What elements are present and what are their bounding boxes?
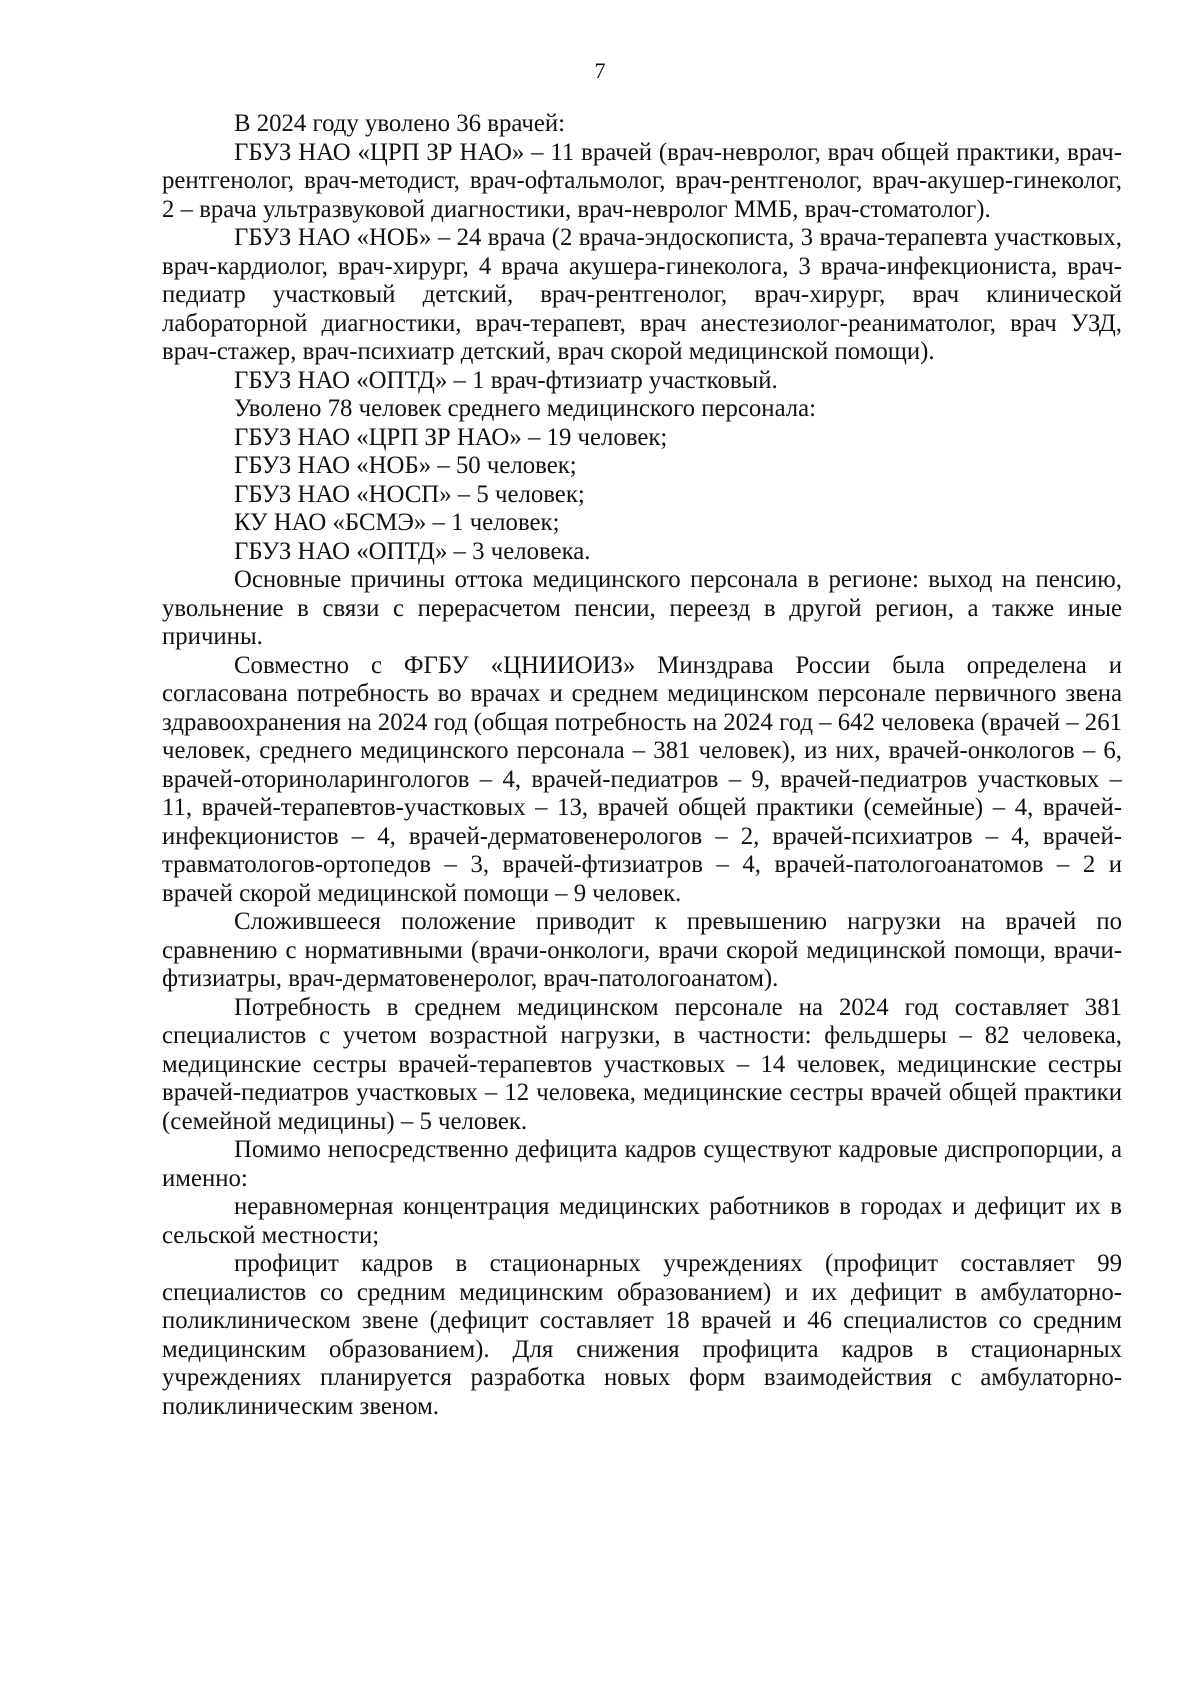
paragraph-disproportions: Помимо непосредственно дефицита кадров существуют кадровые диспропорции, а именно: [162,1136,1122,1192]
paragraph-dismissed-doctors-total: В 2024 году уволено 36 врачей: [234,110,565,137]
paragraph-optd-doctors: ГБУЗ НАО «ОПТД» – 1 врач-фтизиатр участковый. [234,366,778,394]
list-item-nosp-nurses: ГБУЗ НАО «НОСП» – 5 человек; [234,480,585,508]
paragraph-crp-zr-nao-doctors: ГБУЗ НАО «ЦРП ЗР НАО» – 11 врачей (врач-невролог, врач общей практики, врач-рентгенолог, врач-методист, врач-офтальмолог, врач-рентгенолог, врач-акушер-гинеколог, 2 – врача ультразвуковой диагностики, врач-невролог ММБ, врач-стоматолог). [162,138,1122,223]
paragraph-surplus-deficit: профицит кадров в стационарных учреждениях (профицит составляет 99 специалистов со средним медицинским образованием) и их дефицит в амбулаторно-поликлиническом звене (дефицит составляет 18 врачей и 46 специалистов со средним медицинским образованием). Для снижения профицита кадров в стационарных учреждениях планируется разработка новых форм взаимодействия с амбулаторно-поликлиническим звеном. [162,1250,1122,1420]
paragraph-nob-doctors: ГБУЗ НАО «НОБ» – 24 врача (2 врача-эндоскописта, 3 врача-терапевта участковых, врач-кардиолог, врач-хирург, 4 врача акушера-гинеколога, 3 врача-инфекциониста, врач-педиатр участковый детский, врач-рентгенолог, врач-хирург, врач клинической лабораторной диагностики, врач-терапевт, врач анестезиолог-реаниматолог, врач УЗД, врач-стажер, врач-психиатр детский, врач скорой медицинской помощи). [162,224,1122,365]
paragraph-nurse-needs: Потребность в среднем медицинском персонале на 2024 год составляет 381 специалистов с учетом возрастной нагрузки, в частности: фельдшеры – 82 человека, медицинские сестры врачей-терапевтов участковых – 14 человек, медицинские сестры врачей-педиатров участковых – 12 человека, медицинские сестры врачей общей практики (семейной медицины) – 5 человек. [162,993,1122,1135]
list-item-nob-nurses: ГБУЗ НАО «НОБ» – 50 человек; [234,452,577,479]
paragraph-staff-needs: Совместно с ФГБУ «ЦНИИОИЗ» Минздрава России была определена и согласована потребность во врачах и среднем медицинском персонале первичного звена здравоохранения на 2024 год (общая потребность на 2024 год – 642 человека (врачей – 261 человек, среднего медицинского персонала – 381 человек), из них, врачей-онкологов – 6, врачей-оториноларингологов – 4, врачей-педиатров – 9, врачей-педиатров участковых – 11, врачей-терапевтов-участковых – 13, врачей общей практики (семейные) – 4, врачей-инфекционистов – 4, врачей-дерматовенерологов – 2, врачей-психиатров – 4, врачей-травматологов-ортопедов – 3, врачей-фтизиатров – 4, врачей-патологоанатомов – 2 и врачей скорой медицинской помощи – 9 человек. [162,651,1122,907]
list-item-optd-nurses: ГБУЗ НАО «ОПТД» – 3 человека. [234,537,591,565]
list-item-bsme-nurses: КУ НАО «БСМЭ» – 1 человек; [234,509,560,536]
paragraph-workload: Сложившееся положение приводит к превышению нагрузки на врачей по сравнению с нормативными (врачи-онкологи, врачи скорой медицинской помощи, врачи-фтизиатры, врач-дерматовенеролог, врач-патологоанатом). [162,908,1122,992]
list-item-crp-zr-nao-nurses: ГБУЗ НАО «ЦРП ЗР НАО» – 19 человек; [234,423,668,451]
document-body [162,110,1122,1421]
paragraph-dismissed-nurses-total: Уволено 78 человек среднего медицинского персонала: [234,395,817,422]
page-number: 7 [594,58,606,83]
paragraph-uneven-distribution: неравномерная концентрация медицинских работников в городах и дефицит их в сельской местности; [162,1193,1122,1249]
paragraph-outflow-reasons: Основные причины оттока медицинского персонала в регионе: выход на пенсию, увольнение в связи с перерасчетом пенсии, переезд в другой регион, а также иные причины. [162,566,1122,650]
